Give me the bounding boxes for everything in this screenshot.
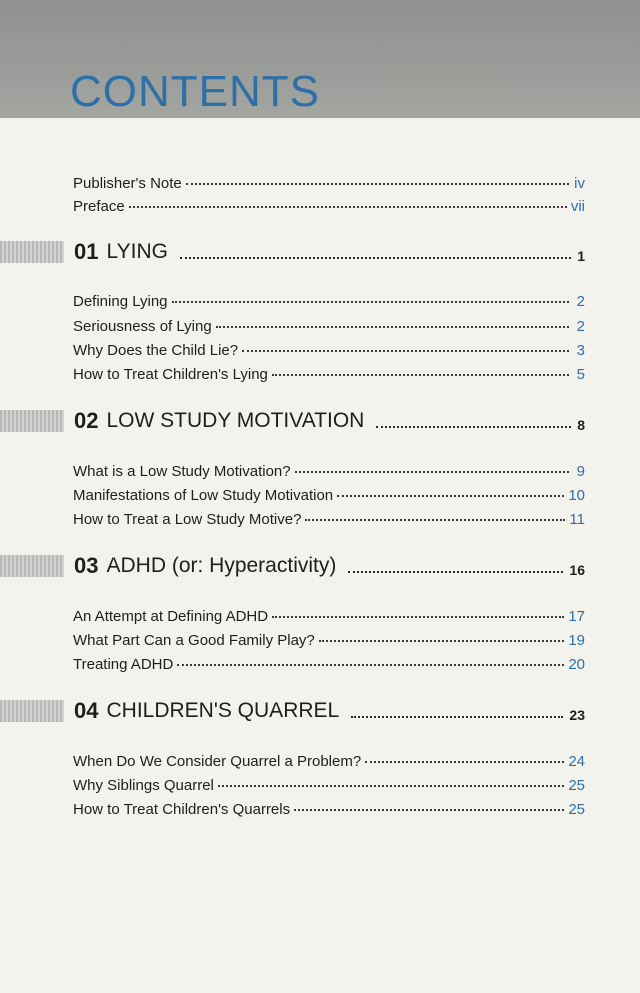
toc-entry[interactable] — [73, 487, 585, 504]
entry-page: 3 — [576, 342, 585, 359]
toc-entry[interactable] — [73, 318, 585, 335]
chapter-number: 03 — [74, 553, 99, 578]
entry-page: 25 — [568, 777, 585, 794]
chapter-marker-bar — [0, 700, 64, 722]
chapter-number: 04 — [74, 698, 99, 723]
chapter-number: 02 — [74, 408, 99, 433]
chapter-title: LYING — [106, 240, 168, 263]
dot-leader — [294, 809, 564, 811]
chapter-heading-01[interactable] — [0, 236, 585, 268]
toc-entry[interactable] — [73, 293, 585, 310]
dot-leader — [337, 495, 564, 497]
entry-page: 19 — [568, 632, 585, 649]
toc-entry-preface[interactable] — [73, 198, 585, 215]
toc-entry[interactable] — [73, 753, 585, 770]
entry-page: 2 — [576, 293, 585, 310]
entry-label: Seriousness of Lying — [73, 318, 212, 335]
chapter-page: 1 — [577, 248, 585, 264]
toc-entry-publishers-note[interactable] — [73, 175, 585, 192]
entry-label: Preface — [73, 198, 125, 215]
entry-page: vii — [570, 198, 585, 215]
entry-page: 25 — [568, 801, 585, 818]
entry-label: How to Treat Children's Quarrels — [73, 801, 291, 818]
dot-leader — [129, 206, 567, 208]
entry-label: Why Siblings Quarrel — [73, 777, 214, 794]
entry-page: 5 — [576, 366, 585, 383]
entry-label: An Attempt at Defining ADHD — [73, 608, 269, 625]
dot-leader — [272, 616, 564, 618]
dot-leader — [172, 301, 569, 303]
dot-leader — [177, 664, 564, 666]
entry-label: Defining Lying — [73, 293, 168, 310]
entry-label: When Do We Consider Quarrel a Problem? — [73, 753, 362, 770]
chapter-title: ADHD (or: Hyperactivity) — [106, 554, 337, 577]
dot-leader — [242, 350, 569, 352]
chapter-title: CHILDREN'S QUARREL — [106, 699, 340, 722]
entry-label: Treating ADHD — [73, 656, 174, 673]
chapter-title: LOW STUDY MOTIVATION — [106, 409, 365, 432]
toc-entry[interactable] — [73, 777, 585, 794]
entry-page: 20 — [568, 656, 585, 673]
dot-leader — [319, 640, 565, 642]
chapter-heading-03[interactable] — [0, 550, 585, 582]
entry-label: How to Treat a Low Study Motive? — [73, 511, 302, 528]
entry-page: 11 — [569, 511, 585, 528]
dot-leader — [376, 426, 571, 428]
entry-label: What is a Low Study Motivation? — [73, 463, 291, 480]
dot-leader — [295, 471, 569, 473]
toc-entry[interactable] — [73, 801, 585, 818]
chapter-heading-04[interactable] — [0, 695, 585, 727]
toc-entry[interactable] — [73, 608, 585, 625]
toc-entry[interactable] — [73, 366, 585, 383]
entry-page: 24 — [568, 753, 585, 770]
toc-entry[interactable] — [73, 656, 585, 673]
entry-label: How to Treat Children's Lying — [73, 366, 268, 383]
entry-label: Why Does the Child Lie? — [73, 342, 239, 359]
dot-leader — [216, 326, 569, 328]
toc-entry[interactable] — [73, 463, 585, 480]
dot-leader — [180, 257, 571, 259]
chapter-marker-bar — [0, 410, 64, 432]
entry-page: 10 — [568, 487, 585, 504]
chapter-number: 01 — [74, 239, 99, 264]
dot-leader — [272, 374, 569, 376]
page-title: CONTENTS — [70, 67, 320, 116]
chapter-marker-bar — [0, 241, 64, 263]
entry-page: 2 — [576, 318, 585, 335]
chapter-page: 16 — [569, 562, 585, 578]
dot-leader — [186, 183, 569, 185]
entry-page: iv — [574, 175, 585, 192]
chapter-heading-02[interactable] — [0, 405, 585, 437]
toc-entry[interactable] — [73, 511, 585, 528]
toc-entry[interactable] — [73, 342, 585, 359]
chapter-page: 23 — [569, 707, 585, 723]
chapter-page: 8 — [577, 417, 585, 433]
dot-leader — [305, 519, 565, 521]
dot-leader — [218, 785, 564, 787]
toc-entry[interactable] — [73, 632, 585, 649]
entry-page: 17 — [568, 608, 585, 625]
dot-leader — [351, 716, 563, 718]
chapter-marker-bar — [0, 555, 64, 577]
entry-page: 9 — [576, 463, 585, 480]
entry-label: What Part Can a Good Family Play? — [73, 632, 315, 649]
entry-label: Publisher's Note — [73, 175, 182, 192]
dot-leader — [365, 761, 564, 763]
entry-label: Manifestations of Low Study Motivation — [73, 487, 334, 504]
dot-leader — [348, 571, 563, 573]
